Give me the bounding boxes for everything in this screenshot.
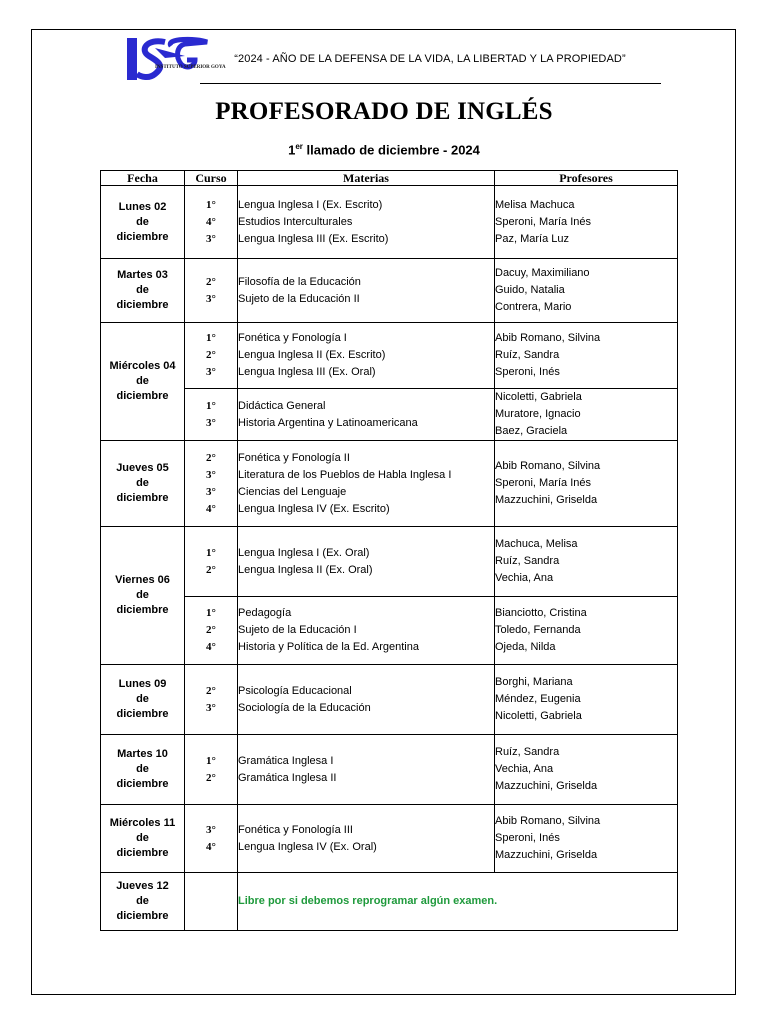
fecha-line: Lunes 02 [118,200,167,213]
materias-cell [238,665,495,735]
materia-item: Filosofía de la Educación [238,275,361,288]
curso-value: 1° [206,198,216,211]
table-row [101,805,678,873]
curso-value: 3° [206,416,216,429]
materias-cell [238,805,495,873]
profesor-item: Vechia, Ana [495,763,554,775]
table-row [101,186,678,259]
materia-item: Fonética y Fonología I [238,332,347,344]
fecha-cell [101,186,185,259]
profesor-item: Speroni, Inés [495,366,560,378]
profesor-item: Paz, María Luz [495,232,569,245]
curso-value: 3° [206,232,216,245]
fecha-line: de [136,693,149,705]
materia-item: Gramática Inglesa II [238,771,337,784]
table-row [101,441,678,527]
curso-value: 1° [206,546,216,559]
curso-value: 2° [206,684,216,697]
page-title: PROFESORADO DE INGLÉS [215,98,553,125]
profesor-item: Ruíz, Sandra [495,746,560,758]
curso-cell [185,323,238,389]
curso-value: 4° [206,840,216,853]
profesor-item: Abib Romano, Silvina [495,460,601,472]
fecha-line: diciembre [116,604,169,616]
materia-item: Sujeto de la Educación I [238,624,357,636]
fecha-cell [101,527,185,665]
profesor-item: Speroni, Inés [495,832,560,844]
materia-item: Gramática Inglesa I [238,754,334,767]
profesor-item: Baez, Graciela [495,425,568,437]
fecha-line: Lunes 09 [118,678,167,690]
curso-cell [185,259,238,323]
fecha-line: Martes 10 [117,748,168,760]
fecha-cell [101,873,185,931]
materia-item: Didáctica General [238,399,326,412]
table-row [101,323,678,389]
header-materias: Materias [238,171,495,186]
fecha-line: diciembre [116,390,169,402]
fecha-line: de [136,477,149,489]
profesor-item: Nicoletti, Gabriela [495,391,582,403]
table-row [101,259,678,323]
fecha-line: diciembre [116,708,169,720]
profesor-item: Bianciotto, Cristina [495,607,587,619]
curso-value: 1° [206,399,216,412]
curso-cell [185,597,238,665]
curso-value: 2° [206,624,216,636]
fecha-line: Jueves 05 [116,462,169,474]
profesores-cell [495,665,678,735]
fecha-line: de [136,763,149,775]
header-fecha: Fecha [101,171,185,186]
materias-cell [238,186,495,259]
curso-value: 3° [206,823,216,836]
profesor-item: Abib Romano, Silvina [495,332,601,344]
profesor-item: Mazzuchini, Griselda [495,780,598,792]
materia-item: Fonética y Fonología II [238,451,350,464]
curso-value: 4° [206,502,216,515]
header-profesores: Profesores [495,171,678,186]
fecha-cell [101,323,185,441]
profesor-item: Speroni, María Inés [495,215,591,228]
curso-value: 4° [206,641,216,653]
header-quote: “2024 - AÑO DE LA DEFENSA DE LA VIDA, LA LIBERTAD Y LA PROPIEDAD” [234,53,626,65]
materias-cell [238,389,495,441]
profesor-item: Méndez, Eugenia [495,693,581,705]
materia-item: Fonética y Fonología III [238,823,353,836]
fecha-line: diciembre [116,492,169,504]
profesor-item: Ojeda, Nilda [495,641,556,653]
exam-schedule-table [100,170,678,931]
table-row [101,665,678,735]
curso-cell [185,735,238,805]
fecha-line: Miércoles 11 [109,817,176,829]
profesores-cell [495,805,678,873]
materia-item: Lengua Inglesa III (Ex. Escrito) [238,232,389,245]
header-divider [200,83,661,84]
materias-cell [238,735,495,805]
curso-cell [185,873,238,931]
profesores-cell [495,389,678,441]
page-subtitle: 1er llamado de diciembre - 2024 [288,142,480,158]
profesores-cell [495,186,678,259]
table-header-row [101,171,678,186]
curso-value: 3° [206,485,216,498]
fecha-line: de [136,589,149,601]
materia-item: Pedagogía [238,607,292,619]
table-row [101,389,678,441]
note-cell [238,873,678,931]
curso-cell [185,186,238,259]
profesor-item: Toledo, Fernanda [495,624,581,636]
profesores-cell [495,527,678,597]
fecha-line: de [136,375,149,387]
fecha-line: diciembre [116,230,169,243]
profesor-item: Mazzuchini, Griselda [495,494,598,506]
fecha-line: Miércoles 04 [109,360,176,372]
materia-item: Estudios Interculturales [238,215,353,228]
profesor-item: Borghi, Mariana [495,676,573,688]
curso-value: 1° [206,332,216,344]
profesor-item: Contrera, Mario [495,301,572,313]
profesores-cell [495,323,678,389]
svg-text:INSTITUTO SUPERIOR GOYA: INSTITUTO SUPERIOR GOYA [155,65,226,70]
materias-cell [238,527,495,597]
materia-item: Ciencias del Lenguaje [238,485,347,498]
curso-value: 2° [206,563,216,576]
materia-item: Lengua Inglesa I (Ex. Escrito) [238,198,383,211]
fecha-line: de [136,832,149,844]
fecha-line: diciembre [116,910,169,922]
fecha-line: Jueves 12 [116,880,169,892]
materias-cell [238,323,495,389]
fecha-cell [101,735,185,805]
fecha-line: de [136,895,149,907]
curso-cell [185,527,238,597]
profesor-item: Muratore, Ignacio [495,408,581,420]
curso-value: 2° [206,349,216,361]
materia-item: Sociología de la Educación [238,701,371,714]
curso-cell [185,805,238,873]
curso-value: 3° [206,701,216,714]
materia-item: Lengua Inglesa IV (Ex. Escrito) [238,502,390,515]
table-row [101,527,678,597]
materia-item: Historia y Política de la Ed. Argentina [238,641,419,653]
materias-cell [238,259,495,323]
curso-value: 2° [206,451,216,464]
curso-value: 3° [206,292,216,305]
fecha-cell [101,259,185,323]
fecha-line: Viernes 06 [115,574,170,586]
profesor-item: Ruíz, Sandra [495,555,560,567]
profesor-item: Machuca, Melisa [495,538,578,550]
fecha-line: diciembre [116,299,169,311]
materia-item: Lengua Inglesa IV (Ex. Oral) [238,840,377,853]
fecha-line: de [136,284,149,296]
materia-item: Lengua Inglesa III (Ex. Oral) [238,366,376,378]
profesor-item: Vechia, Ana [495,572,554,584]
curso-value: 4° [206,215,216,228]
profesor-item: Dacuy, Maximiliano [495,267,590,279]
materia-item: Psicología Educacional [238,684,352,697]
reschedule-note: Libre por si debemos reprogramar algún examen. [238,895,498,907]
curso-value: 3° [206,468,216,481]
fecha-cell [101,665,185,735]
table-row [101,873,678,931]
profesor-item: Melisa Machuca [495,198,575,211]
curso-cell [185,665,238,735]
profesores-cell [495,597,678,665]
materias-cell [238,441,495,527]
table-row [101,735,678,805]
fecha-line: Martes 03 [117,269,168,281]
curso-value: 3° [206,366,216,378]
fecha-line: diciembre [116,778,169,790]
curso-cell [185,389,238,441]
materia-item: Lengua Inglesa I (Ex. Oral) [238,546,370,559]
curso-value: 1° [206,607,216,619]
curso-value: 2° [206,275,216,288]
profesor-item: Mazzuchini, Griselda [495,849,598,861]
materias-cell [238,597,495,665]
materia-item: Sujeto de la Educación II [238,292,360,305]
header-curso: Curso [185,171,238,186]
profesor-item: Abib Romano, Silvina [495,815,601,827]
profesor-item: Nicoletti, Gabriela [495,710,582,722]
profesores-cell [495,735,678,805]
fecha-cell [101,805,185,873]
fecha-cell [101,441,185,527]
materia-item: Lengua Inglesa II (Ex. Oral) [238,563,373,576]
profesor-item: Guido, Natalia [495,284,565,296]
profesor-item: Speroni, María Inés [495,477,591,489]
curso-cell [185,441,238,527]
materia-item: Historia Argentina y Latinoamericana [238,416,418,429]
fecha-line: de [136,215,149,228]
materia-item: Lengua Inglesa II (Ex. Escrito) [238,349,386,361]
profesores-cell [495,441,678,527]
table-row [101,597,678,665]
materia-item: Literatura de los Pueblos de Habla Inglesa I [238,468,452,481]
curso-value: 1° [206,754,216,767]
profesor-item: Ruíz, Sandra [495,349,560,361]
curso-value: 2° [206,771,216,784]
institute-logo [125,36,226,82]
fecha-line: diciembre [116,847,169,859]
profesores-cell [495,259,678,323]
